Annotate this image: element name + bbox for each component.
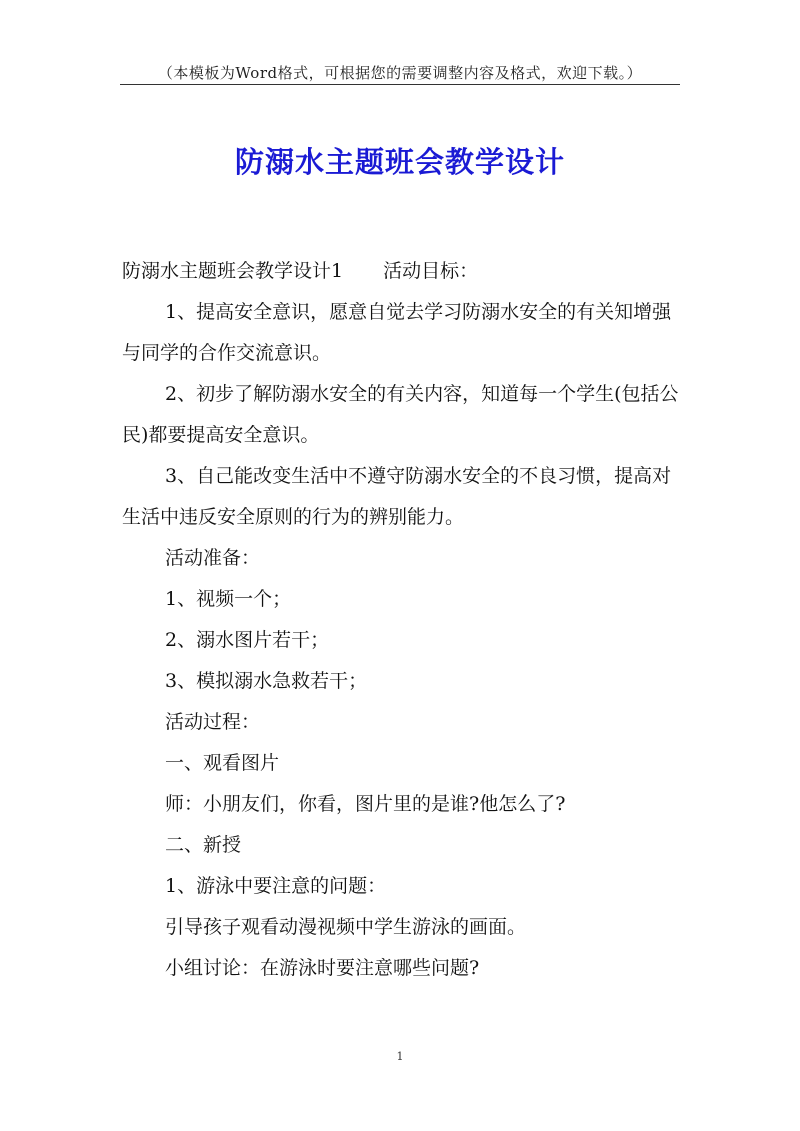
paragraph: 小组讨论：在游泳时要注意哪些问题?: [165, 957, 480, 979]
paragraph: 3、自己能改变生活中不遵守防溺水安全的不良习惯，提高对生活中违反安全原则的行为的辨别能力。: [122, 465, 672, 528]
list-item: 2、溺水图片若干；: [165, 629, 330, 651]
step-heading: 二、新授: [165, 834, 242, 856]
list-item: 3、模拟溺水急救若干；: [165, 670, 368, 692]
paragraph: 1、提高安全意识，愿意自觉去学习防溺水安全的有关知增强与同学的合作交流意识。: [122, 301, 672, 364]
header-divider: [120, 84, 680, 85]
paragraph: 2、初步了解防溺水安全的有关内容，知道每一个学生(包括公民)都要提高安全意识。: [122, 383, 679, 446]
template-note: （本模板为Word格式，可根据您的需要调整内容及格式，欢迎下载。）: [157, 64, 643, 82]
list-item: 1、视频一个；: [165, 588, 292, 610]
page-title: 防溺水主题班会教学设计: [234, 145, 565, 179]
list-item: 1、游泳中要注意的问题：: [165, 875, 387, 897]
objectives-label: 活动目标：: [383, 260, 479, 282]
intro-line: [122, 251, 682, 292]
preparation-heading: 活动准备：: [165, 547, 261, 569]
paragraph: 师：小朋友们，你看，图片里的是谁?他怎么了?: [165, 793, 566, 815]
section-heading: 防溺水主题班会教学设计1: [122, 260, 344, 282]
document-body: [122, 251, 682, 989]
page-number: 1: [396, 1050, 404, 1063]
step-heading: 一、观看图片: [165, 752, 280, 774]
paragraph: 引导孩子观看动漫视频中学生游泳的画面。: [165, 916, 527, 938]
process-heading: 活动过程：: [165, 711, 261, 733]
